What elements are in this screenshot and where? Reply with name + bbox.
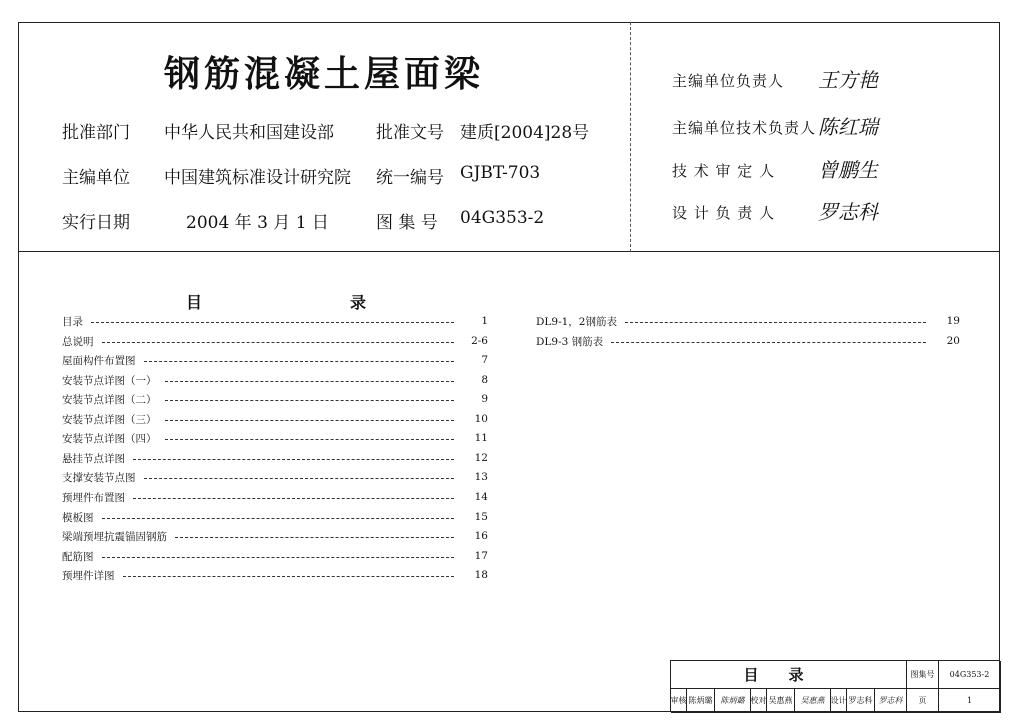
- toc-item-label: 屋面构件布置图: [62, 354, 136, 367]
- toc-item[interactable]: [62, 431, 488, 445]
- leader-dashes: [165, 400, 455, 401]
- atlas-no-value: 04G353-2: [460, 208, 545, 228]
- effective-date-label: 实行日期: [62, 213, 130, 233]
- toc-item[interactable]: [62, 490, 488, 504]
- toc-item[interactable]: [62, 373, 488, 387]
- toc-item-page: 7: [481, 354, 488, 366]
- effective-date-value: 2004 年 3 月 1 日: [186, 213, 329, 233]
- toc-item-label: 目录: [62, 315, 83, 328]
- toc-item[interactable]: [62, 529, 488, 543]
- editor-unit-value: 中国建筑标准设计研究院: [164, 168, 351, 188]
- toc-item-page: 20: [946, 335, 960, 347]
- toc-item-label: 支撑安装节点图: [62, 471, 136, 484]
- header-divider: [630, 22, 631, 252]
- tech-chief-label: 主编单位技术负责人: [672, 119, 817, 137]
- page-number: 1: [939, 689, 1001, 713]
- leader-dashes: [102, 518, 455, 519]
- leader-dashes: [175, 537, 454, 538]
- leader-dashes: [625, 322, 926, 323]
- toc-item[interactable]: [62, 334, 488, 348]
- tech-reviewer-signature: 曾鹏生: [818, 158, 878, 182]
- leader-dashes: [165, 439, 455, 440]
- toc-item-page: 11: [474, 432, 488, 444]
- check-label: 校对: [751, 689, 767, 713]
- leader-dashes: [102, 342, 455, 343]
- leader-dashes: [611, 342, 926, 343]
- check-signature: 吴惠燕: [795, 689, 831, 713]
- editor-unit-label: 主编单位: [62, 168, 130, 188]
- toc-item-label: 安装节点详图（四）: [62, 432, 157, 445]
- title-block: [670, 660, 1000, 712]
- toc-item-label: 安装节点详图（一）: [62, 374, 157, 387]
- toc-item-page: 12: [474, 452, 488, 464]
- toc-item[interactable]: [536, 314, 960, 328]
- toc-item-label: 预埋件详图: [62, 569, 115, 582]
- toc-item-page: 14: [474, 491, 488, 503]
- leader-dashes: [123, 576, 455, 577]
- toc-item-page: 8: [481, 374, 488, 386]
- toc-item-label: 模板图: [62, 511, 94, 524]
- review-label: 审核: [671, 689, 687, 713]
- toc-item-label: 梁端预埋抗震锚固钢筋: [62, 530, 167, 543]
- toc-title-right: 录: [350, 293, 367, 312]
- toc-item[interactable]: [62, 510, 488, 524]
- tech-reviewer-label: 技 术 审 定 人: [672, 162, 776, 180]
- page-title: 钢筋混凝土屋面梁: [164, 53, 485, 95]
- approval-doc-value: 建质[2004]28号: [460, 123, 590, 143]
- design-lead-signature: 罗志科: [818, 200, 878, 224]
- approval-dept-label: 批准部门: [62, 123, 130, 143]
- toc-item-page: 2-6: [471, 335, 488, 347]
- leader-dashes: [91, 322, 454, 323]
- design-name: 罗志科: [847, 689, 875, 713]
- tech-chief-signature: 陈红瑞: [818, 115, 878, 139]
- toc-item-label: 悬挂节点详图: [62, 452, 125, 465]
- approval-dept-value: 中华人民共和国建设部: [164, 123, 334, 143]
- review-name: 陈炳璐: [687, 689, 715, 713]
- toc-item[interactable]: [62, 392, 488, 406]
- toc-item-label: 安装节点详图（二）: [62, 393, 157, 406]
- leader-dashes: [165, 381, 455, 382]
- toc-item-page: 16: [474, 530, 488, 542]
- toc-item-page: 1: [481, 315, 488, 327]
- design-signature: 罗志科: [875, 689, 907, 713]
- leader-dashes: [144, 478, 455, 479]
- toc-item[interactable]: [62, 412, 488, 426]
- toc-item-page: 18: [474, 569, 488, 581]
- toc-item[interactable]: [62, 568, 488, 582]
- chief-editor-signature: 王方艳: [818, 68, 878, 92]
- leader-dashes: [133, 459, 454, 460]
- toc-item[interactable]: [62, 470, 488, 484]
- toc-title-left: 目: [186, 293, 203, 312]
- unified-no-label: 统一编号: [376, 168, 444, 188]
- toc-item-label: 配筋图: [62, 550, 94, 563]
- review-signature: 陈炳璐: [715, 689, 751, 713]
- page-label: 页: [907, 689, 939, 713]
- atlas-no-label: 图 集 号: [376, 213, 438, 233]
- atlas-number: 04G353-2: [939, 661, 1001, 689]
- toc-item-page: 19: [946, 315, 960, 327]
- approval-doc-label: 批准文号: [376, 123, 444, 143]
- toc-item-page: 15: [474, 511, 488, 523]
- leader-dashes: [144, 361, 455, 362]
- toc-item-label: DL9-3 钢筋表: [536, 335, 604, 348]
- toc-item[interactable]: [62, 549, 488, 563]
- leader-dashes: [133, 498, 454, 499]
- check-name: 吴惠燕: [767, 689, 795, 713]
- title-block-title: 目录: [671, 661, 907, 689]
- chief-editor-label: 主编单位负责人: [672, 72, 785, 90]
- toc-item-page: 9: [481, 393, 488, 405]
- toc-item-label: 总说明: [62, 335, 94, 348]
- toc-item-page: 10: [474, 413, 488, 425]
- unified-no-value: GJBT-703: [460, 163, 541, 183]
- toc-item-page: 17: [474, 550, 488, 562]
- design-label: 设计: [831, 689, 847, 713]
- toc-item-page: 13: [474, 471, 488, 483]
- toc-item-label: 安装节点详图（三）: [62, 413, 157, 426]
- toc-item[interactable]: [536, 334, 960, 348]
- toc-item[interactable]: [62, 314, 488, 328]
- atlas-label: 图集号: [907, 661, 939, 689]
- toc-item-label: DL9-1，2钢筋表: [536, 315, 617, 328]
- design-lead-label: 设 计 负 责 人: [672, 204, 776, 222]
- toc-item[interactable]: [62, 353, 488, 367]
- toc-item-label: 预埋件布置图: [62, 491, 125, 504]
- leader-dashes: [102, 557, 455, 558]
- leader-dashes: [165, 420, 455, 421]
- toc-item[interactable]: [62, 451, 488, 465]
